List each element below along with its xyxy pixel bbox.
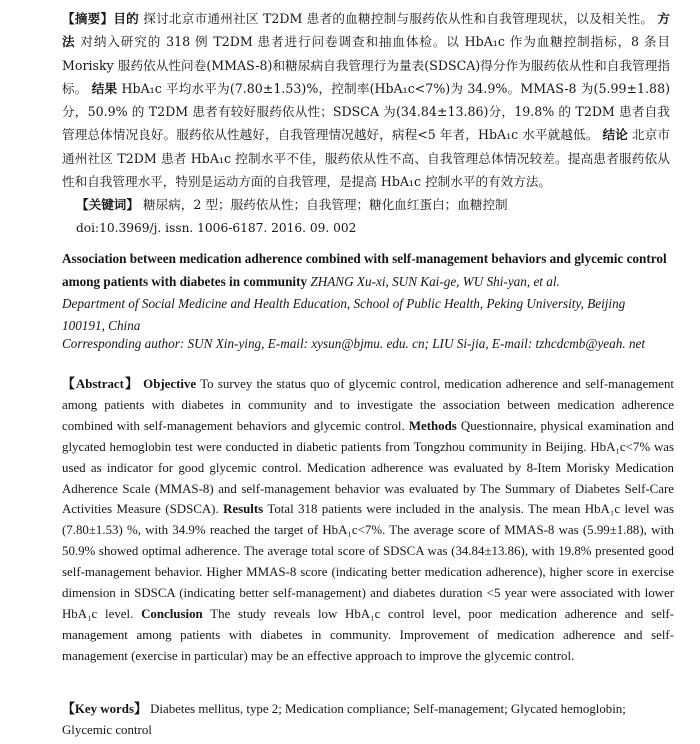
en-keywords-text: Diabetes mellitus, type 2; Medication compliance; Self-management; Glycated hemoglobin; Glycemic control: [62, 702, 626, 737]
en-methods-text: Questionnaire, physical examination and glycated hemoglobin test were conducted in diabetic patients from Tongzhou community in Beijing. HbA₁c<7% was used as indicator for good glycemic control. Medication adherence was evaluated by 8-Item Morisky Medication Adherence Scale (MMAS-8) and self-management behavior was evaluated by The Summary of Diabetes Self-Care Activities Measure (SDSCA).: [62, 418, 674, 517]
en-objective-text: To survey the status quo of glycemic control, medication adherence and self-management among patients with diabetes in community and to investigate the association between medication adherence combined with self-management behaviors and glycemic control.: [62, 377, 674, 433]
en-results-text: Total 318 patients were included in the analysis. The mean HbA₁c level was (7.80±1.53) %, with 34.9% reached the target of HbA₁c<7%. The average score of MMAS-8 was (5.99±1.88), with 50.9% showed optimal adherence. The average total score of SDSCA was (34.84±13.86), with 19.8% presented good self-management behavior. Higher MMAS-8 score (indicating better medication adherence), higher score in exercise dimension in SDSCA (indicating better self-management) and diabetes duration <5 year were associated with lower HbA₁c level.: [62, 502, 674, 621]
corresponding-author: Corresponding author: SUN Xin-ying, E-mail: xysun@bjmu. edu. cn; LIU Si-jia, E-mail: tzhcdcmb@yeah. net: [62, 336, 646, 351]
zh-conclusion-text: 北京市通州社区 T2DM 患者 HbA₁c 控制水平不佳，服药依从性不高、自我管理总体情况较差。提高患者服药依从性和自我管理水平，特别是运动方面的自我管理，是提高 HbA₁c 控制水平的有效方法。: [62, 127, 670, 190]
en-abstract-label: 【Abstract】: [62, 377, 139, 391]
en-keywords-label: 【Key words】: [62, 702, 147, 716]
en-results-label: Results: [223, 502, 264, 517]
zh-results-text: HbA₁c 平均水平为(7.80±1.53)%，控制率(HbA₁c<7%)为 34.9%。MMAS-8 为(5.99±1.88)分，50.9% 的 T2DM 患者有较好服药依从性；SDSCA 为(34.84±13.86)分，19.8% 的 T2DM 患者自我管理总体情况良好。服药依从性越好，自我管理情况越好，病程<5 年者，HbA₁c 水平就越低。: [62, 80, 670, 143]
zh-objective-label: 目的: [113, 11, 140, 26]
english-abstract: [62, 374, 674, 667]
paper-title: Association between medication adherence combined with self-management behaviors and glycemic control among patients with diabetes in community: [62, 251, 667, 289]
zh-abstract-label: 【摘要】: [62, 11, 114, 26]
zh-keywords-text: 糖尿病，2 型；服药依从性；自我管理；糖化血红蛋白；血糖控制: [142, 197, 508, 213]
en-objective-label: Objective: [143, 377, 197, 391]
en-methods-label: Methods: [408, 418, 457, 433]
zh-results-label: 结果: [91, 80, 118, 96]
zh-keywords-line: [62, 193, 670, 216]
zh-methods-label: 方法: [62, 11, 670, 50]
doi: doi:10.3969/j. issn. 1006-6187. 2016. 09. 002: [76, 220, 357, 235]
zh-keywords-label: 【关键词】: [76, 197, 139, 213]
zh-objective-text: 探讨北京市通州社区 T2DM 患者的血糖控制与服药依从性和自我管理现状，以及相关性。: [143, 11, 654, 26]
zh-methods-text: 对纳入研究的 318 例 T2DM 患者进行问卷调查和抽血体检。以 HbA₁c 作为血糖控制指标，8 条目 Morisky 服药依从性问卷(MMAS-8)和糖尿病自我管理行为量表(SDSCA)得分作为服药依从性和自我管理指标。: [62, 34, 671, 96]
authors: ZHANG Xu-xi, SUN Kai-ge, WU Shi-yan, et al.: [310, 274, 560, 289]
affiliation: Department of Social Medicine and Health Education, School of Public Health, Peking University, Beijing 100191, China: [62, 296, 626, 333]
en-conclusion-text: The study reveals low HbA₁c control level, poor medication adherence and self-management among patients with diabetes in community. Improvement of medication adherence and self-management (exercise in particular) may be an effective approach to improve the glycemic control.: [62, 606, 675, 663]
zh-conclusion-label: 结论: [602, 127, 628, 143]
chinese-abstract: [62, 7, 670, 240]
english-keywords: [62, 699, 674, 740]
en-conclusion-label: Conclusion: [141, 606, 203, 621]
english-title-block: [62, 247, 674, 293]
